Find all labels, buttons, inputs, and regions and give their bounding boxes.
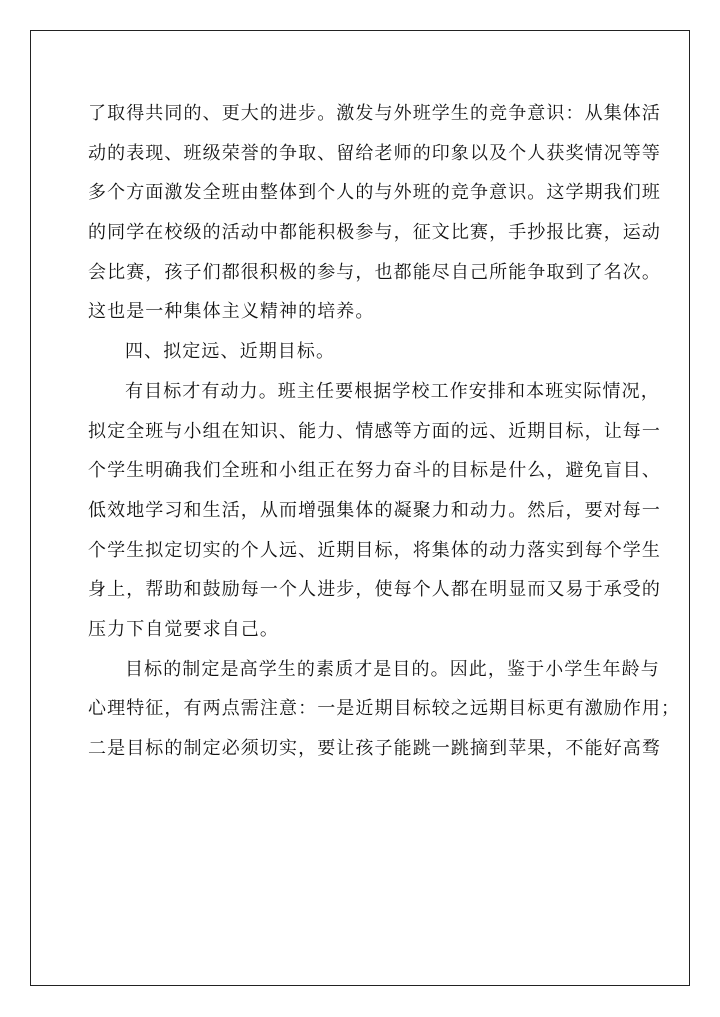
- text-line: 了取得共同的、更大的进步。激发与外班学生的竞争意识：从集体活: [88, 103, 661, 124]
- text-line: 压力下自觉要求自己。: [88, 618, 279, 640]
- text-line: 个学生明确我们全班和小组正在努力奋斗的目标是什么，避免盲目、: [88, 460, 661, 482]
- text-line: 心理特征，有两点需注意：一是近期目标较之远期目标更有激励作用；: [88, 698, 681, 720]
- text-line: 的同学在校级的活动中都能积极参与，征文比赛，手抄报比赛，运动: [88, 222, 661, 244]
- text-line: 低效地学习和生活，从而增强集体的凝聚力和动力。然后，要对每一: [88, 499, 661, 521]
- text-line: 会比赛，孩子们都很积极的参与，也都能尽自己所能争取到了名次。: [88, 261, 661, 283]
- text-line: 多个方面激发全班由整体到个人的与外班的竞争意识。这学期我们班: [88, 182, 661, 204]
- paragraph-start-line: 有目标才有动力。班主任要根据学校工作安排和本班实际情况，: [125, 380, 660, 402]
- text-line: 二是目标的制定必须切实，要让孩子能跳一跳摘到苹果，不能好高骛: [88, 738, 661, 759]
- section-heading: 四、拟定远、近期目标。: [125, 341, 336, 363]
- text-line: 拟定全班与小组在知识、能力、情感等方面的远、近期目标，让每一: [88, 420, 661, 442]
- paragraph-start-line: 目标的制定是高学生的素质才是目的。因此，鉴于小学生年龄与: [125, 658, 660, 680]
- document-body: [88, 94, 681, 769]
- text-line: 动的表现、班级荣誉的争取、留给老师的印象以及个人获奖情况等等: [88, 142, 661, 164]
- text-line: 这也是一种集体主义精神的培养。: [88, 301, 375, 323]
- text-line: 身上，帮助和鼓励每一个人进步，使每个人都在明显而又易于承受的: [88, 579, 661, 601]
- text-line: 个学生拟定切实的个人远、近期目标，将集体的动力落实到每个学生: [88, 539, 661, 561]
